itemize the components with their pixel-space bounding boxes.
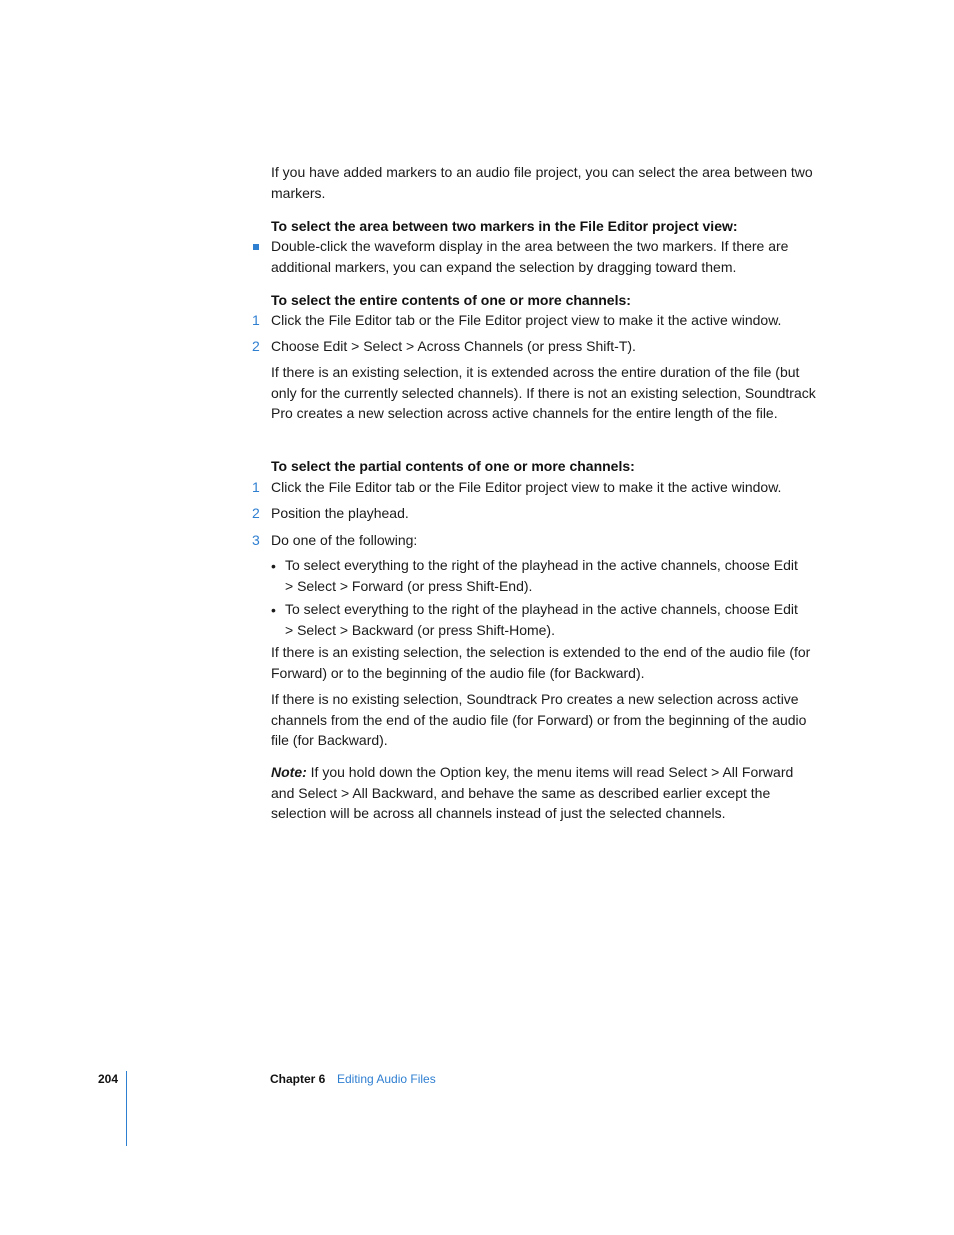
note-label: Note: [271,764,307,780]
section-heading-partial-contents: To select the partial contents of one or more channels: [271,458,635,474]
step-text: Position the playhead. [271,505,409,521]
sub-item-forward: To select everything to the right of the playhead in the active channels, choose Edit > Select > Forward (or press Shift-End). [285,557,798,594]
step-text: Click the File Editor tab or the File Editor project view to make it the active window. [271,479,782,495]
footer-chapter-label: Chapter 6 [270,1072,326,1086]
step-text: Do one of the following: [271,532,418,548]
section-heading-entire-contents: To select the entire contents of one or more channels: [271,292,631,308]
bullet-dot-icon: • [271,602,276,618]
bullet-item-double-click: Double-click the waveform display in the area between the two markers. If there are additional markers, you can expand the selection by dragging toward them. [271,238,789,275]
body-paragraph: If there is no existing selection, Soundtrack Pro creates a new selection across active channels from the end of the audio file (for Forward) or from the beginning of the audio file (for Backward). [271,691,807,748]
step-number: 2 [252,338,260,354]
body-paragraph: If there is an existing selection, the selection is extended to the end of the audio file (for Forward) or to the beginning of the audio file (for Backward). [271,644,811,681]
footer-chapter-title: Editing Audio Files [337,1072,436,1086]
intro-paragraph: If you have added markers to an audio file project, you can select the area between two markers. [271,164,813,201]
body-paragraph: If there is an existing selection, it is extended across the entire duration of the file (but only for the currently selected channels). If there is not an existing selection, Soundtrack Pro creates a new selection across active channels for the entire length of the file. [271,364,816,421]
step-text: Click the File Editor tab or the File Editor project view to make it the active window. [271,312,782,328]
footer-divider [126,1071,127,1146]
note-text: If you hold down the Option key, the menu items will read Select > All Forward and Select > All Backward, and behave the same as described earlier except the selection will be across all channels instead of just the selected channels. [271,764,794,821]
page-number: 204 [98,1072,119,1086]
step-text: Choose Edit > Select > Across Channels (or press Shift-T). [271,338,636,354]
square-bullet-icon [253,244,259,250]
note-paragraph [271,762,819,824]
step-number: 3 [252,532,260,548]
step-number: 2 [252,505,260,521]
step-number: 1 [252,312,260,328]
step-number: 1 [252,479,260,495]
section-heading-between-markers: To select the area between two markers in the File Editor project view: [271,218,738,234]
bullet-dot-icon: • [271,558,276,574]
sub-item-backward: To select everything to the right of the playhead in the active channels, choose Edit > Select > Backward (or press Shift-Home). [285,601,798,638]
